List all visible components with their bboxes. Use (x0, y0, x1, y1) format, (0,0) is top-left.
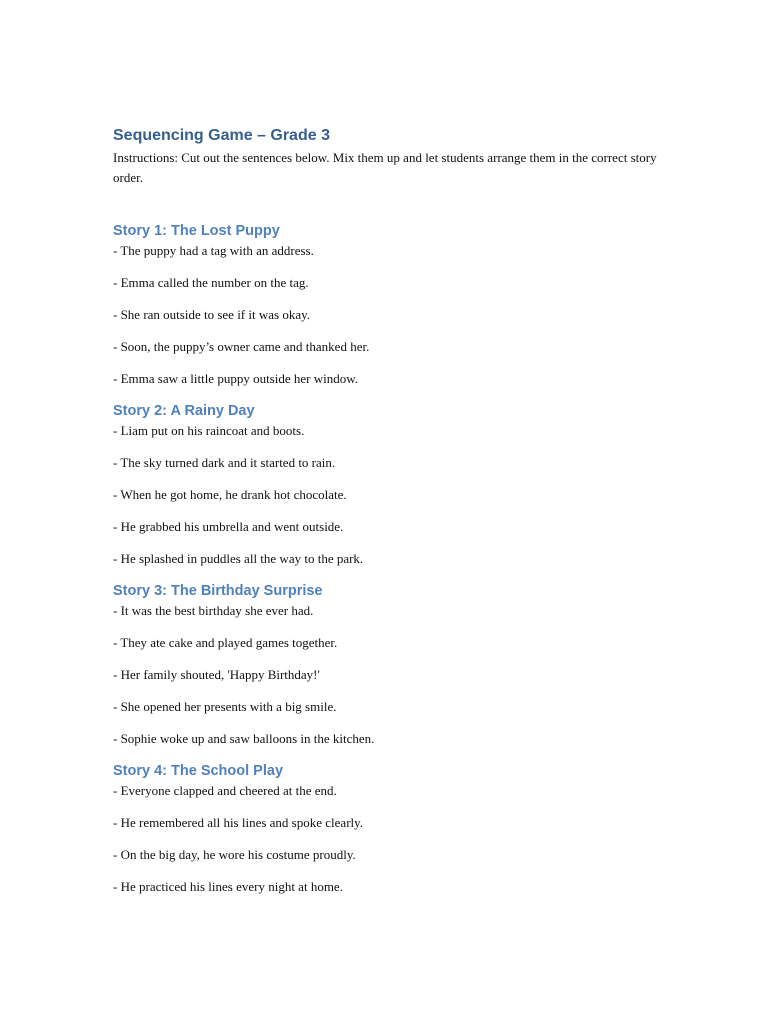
story-sentence: - Soon, the puppy’s owner came and thanked her. (113, 339, 370, 354)
story-sentence: - She opened her presents with a big smile. (113, 699, 337, 714)
story-heading: Story 4: The School Play (113, 763, 284, 779)
story-sentence: - Her family shouted, 'Happy Birthday!' (113, 667, 320, 682)
story-sentence-list (113, 781, 673, 897)
story-sentence: - Liam put on his raincoat and boots. (113, 423, 305, 438)
instructions-text: Instructions: Cut out the sentences below. Mix them up and let students arrange them in the correct story order. (113, 150, 657, 185)
story-2 (113, 401, 673, 569)
story-sentence-list (113, 241, 673, 389)
story-sentence: - They ate cake and played games together. (113, 635, 338, 650)
spacer (113, 188, 673, 221)
story-heading: Story 2: A Rainy Day (113, 403, 255, 419)
story-sentence: - Emma called the number on the tag. (113, 275, 309, 290)
story-sentence: - Everyone clapped and cheered at the end. (113, 783, 337, 798)
document-body (113, 125, 673, 909)
story-sentence: - Emma saw a little puppy outside her window. (113, 371, 359, 386)
story-sentence: - The sky turned dark and it started to rain. (113, 455, 336, 470)
story-sentence: - He remembered all his lines and spoke clearly. (113, 815, 364, 830)
story-heading: Story 3: The Birthday Surprise (113, 583, 323, 599)
story-sentence: - Sophie woke up and saw balloons in the kitchen. (113, 731, 375, 746)
story-sentence: - The puppy had a tag with an address. (113, 243, 314, 258)
story-sentence: - He grabbed his umbrella and went outside. (113, 519, 344, 534)
story-sentence: - It was the best birthday she ever had. (113, 603, 314, 618)
story-sentence: - She ran outside to see if it was okay. (113, 307, 310, 322)
story-sentence: - He splashed in puddles all the way to the park. (113, 551, 364, 566)
story-3 (113, 581, 673, 749)
story-1 (113, 221, 673, 389)
document-title: Sequencing Game – Grade 3 (113, 127, 330, 144)
story-sentence-list (113, 421, 673, 569)
story-4 (113, 761, 673, 897)
story-heading: Story 1: The Lost Puppy (113, 223, 280, 239)
story-sentence-list (113, 601, 673, 749)
story-sentence: - When he got home, he drank hot chocolate. (113, 487, 347, 502)
story-sentence: - On the big day, he wore his costume proudly. (113, 847, 356, 862)
story-sentence: - He practiced his lines every night at home. (113, 879, 343, 894)
